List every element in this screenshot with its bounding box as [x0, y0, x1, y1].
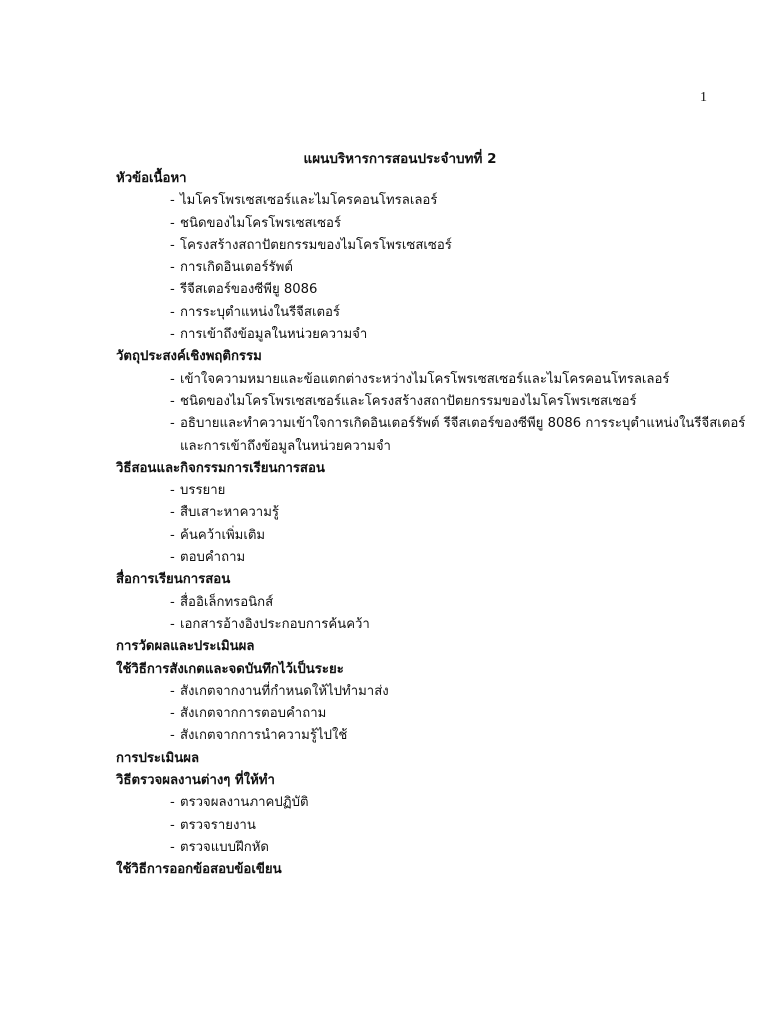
evaluation-heading: การประเมินผล — [116, 750, 200, 766]
list-item-text: บรรยาย — [180, 483, 226, 499]
list-item — [116, 815, 746, 837]
list-item-text: ตรวจผลงานภาคปฏิบัติ — [180, 795, 309, 811]
list-item — [116, 703, 746, 725]
dash-bullet: - — [170, 550, 175, 566]
dash-bullet: - — [170, 728, 175, 744]
list-item-text: ตรวจแบบฝึกหัด — [180, 839, 269, 855]
list-item — [116, 235, 746, 257]
dash-bullet: - — [170, 260, 175, 276]
list-item-text: ตอบคำถาม — [180, 550, 246, 566]
list-item — [116, 525, 746, 547]
list-item-text: การเข้าถึงข้อมูลในหน่วยความจำ — [180, 327, 368, 343]
list-item — [116, 257, 746, 279]
list-item — [116, 279, 746, 301]
list-item — [116, 190, 746, 212]
list-item-text: การเกิดอินเตอร์รัพต์ — [180, 260, 293, 276]
list-item-text: สืบเสาะหาความรู้ — [180, 505, 279, 521]
exam-heading: ใช้วิธีการออกข้อสอบข้อเขียน — [116, 862, 282, 878]
list-item — [116, 391, 746, 413]
page-number: 1 — [700, 90, 707, 105]
list-item-text: รีจีสเตอร์ของซีพียู 8086 — [180, 282, 318, 298]
measurement-heading: การวัดผลและประเมินผล — [116, 639, 255, 655]
dash-bullet: - — [170, 594, 175, 610]
list-item-text: สังเกตจากงานที่กำหนดให้ไปทำมาส่ง — [180, 683, 389, 699]
dash-bullet: - — [170, 706, 175, 722]
list-item — [116, 480, 746, 502]
media-heading: สื่อการเรียนการสอน — [116, 572, 231, 588]
list-item-text: ตรวจรายงาน — [180, 817, 256, 833]
dash-bullet: - — [170, 393, 175, 409]
dash-bullet: - — [170, 416, 175, 432]
list-item — [116, 302, 746, 324]
list-item-text: อธิบายและทำความเข้าใจการเกิดอินเตอร์รัพต์ รีจีสเตอร์ของซีพียู 8086 การระบุตำแหน่งในรีจีสเตอร์ — [180, 416, 746, 432]
list-item-text: เข้าใจความหมายและข้อแตกต่างระหว่างไมโครโพรเซสเซอร์และไมโครคอนโทรลเลอร์ — [180, 371, 670, 387]
list-item-text: สังเกตจากการตอบคำถาม — [180, 706, 327, 722]
list-item — [116, 837, 746, 859]
list-item-text: เอกสารอ้างอิงประกอบการค้นคว้า — [180, 616, 370, 632]
list-item — [116, 792, 746, 814]
list-item-text: ไมโครโพรเซสเซอร์และไมโครคอนโทรลเลอร์ — [180, 193, 438, 209]
dash-bullet: - — [170, 616, 175, 632]
list-item — [116, 592, 746, 614]
checking-heading: วิธีตรวจผลงานต่างๆ ที่ให้ทำ — [116, 773, 275, 789]
dash-bullet: - — [170, 527, 175, 543]
list-item — [116, 681, 746, 703]
list-item-continuation: และการเข้าถึงข้อมูลในหน่วยความจำ — [180, 438, 391, 454]
list-item — [116, 725, 746, 747]
list-item-text: สังเกตจากการนำความรู้ไปใช้ — [180, 728, 348, 744]
observation-heading: ใช้วิธีการสังเกตและจดบันทึกไว้เป็นระยะ — [116, 661, 344, 677]
list-item — [116, 502, 746, 524]
list-item-text: โครงสร้างสถาปัตยกรรมของไมโครโพรเซสเซอร์ — [180, 237, 452, 253]
dash-bullet: - — [170, 839, 175, 855]
dash-bullet: - — [170, 505, 175, 521]
list-item — [116, 413, 746, 435]
dash-bullet: - — [170, 683, 175, 699]
dash-bullet: - — [170, 371, 175, 387]
dash-bullet: - — [170, 304, 175, 320]
list-item-text: สื่ออิเล็กทรอนิกส์ — [180, 594, 274, 610]
dash-bullet: - — [170, 215, 175, 231]
list-item — [116, 614, 746, 636]
methods-heading: วิธีสอนและกิจกรรมการเรียนการสอน — [116, 460, 325, 476]
list-item — [116, 213, 746, 235]
objectives-heading: วัตถุประสงค์เชิงพฤติกรรม — [116, 349, 262, 365]
list-item — [116, 324, 746, 346]
list-item-text: ชนิดของไมโครโพรเซสเซอร์และโครงสร้างสถาปัตยกรรมของไมโครโพรเซสเซอร์ — [180, 393, 637, 409]
dash-bullet: - — [170, 282, 175, 298]
dash-bullet: - — [170, 483, 175, 499]
dash-bullet: - — [170, 795, 175, 811]
list-item — [116, 369, 746, 391]
dash-bullet: - — [170, 193, 175, 209]
list-item-text: ชนิดของไมโครโพรเซสเซอร์ — [180, 215, 342, 231]
document-body — [116, 168, 746, 882]
list-item — [116, 547, 746, 569]
dash-bullet: - — [170, 817, 175, 833]
list-item-text: ค้นคว้าเพิ่มเติม — [180, 527, 266, 543]
list-item-text: การระบุตำแหน่งในรีจีสเตอร์ — [180, 304, 341, 320]
dash-bullet: - — [170, 237, 175, 253]
content-heading: หัวข้อเนื้อหา — [116, 171, 187, 186]
document-title: แผนบริหารการสอนประจำบทที่ 2 — [303, 151, 497, 167]
dash-bullet: - — [170, 327, 175, 343]
